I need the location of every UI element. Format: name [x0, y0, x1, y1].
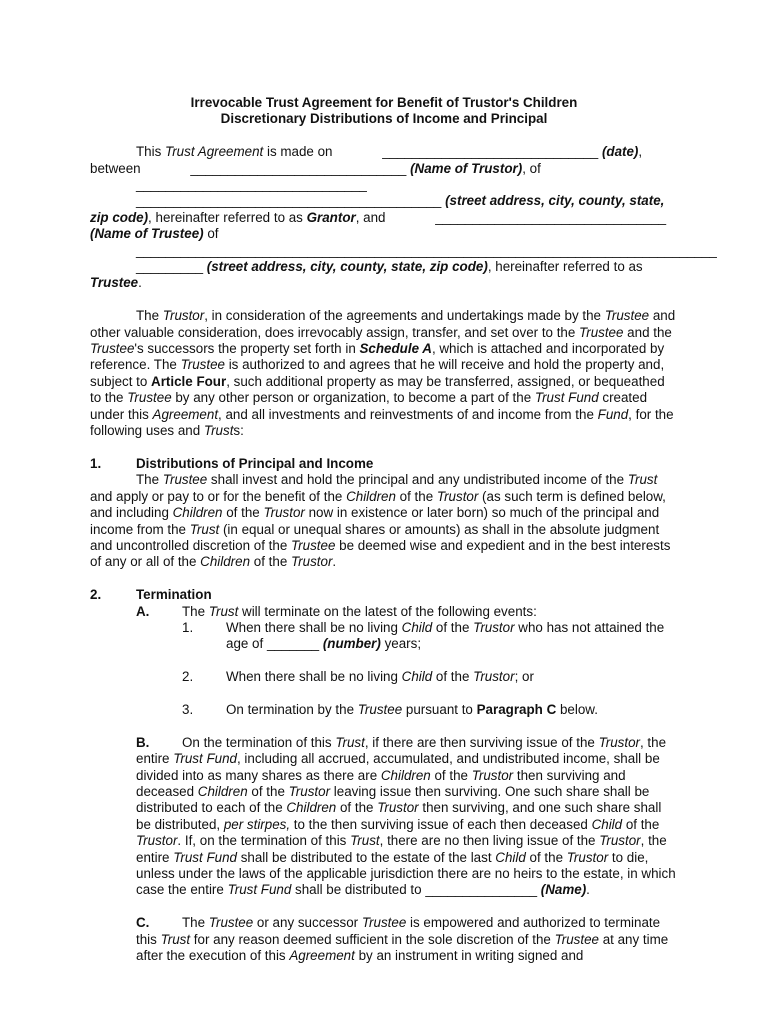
text: leaving issue then surviving. One such share shall be distributed to each of the	[136, 783, 650, 816]
trustee-address-label: (street address, city, county, state, zip code)	[206, 259, 488, 275]
text: of the	[432, 669, 474, 685]
text: of the	[432, 619, 474, 635]
text: of the	[247, 783, 289, 799]
intro-paragraph	[90, 308, 678, 439]
text: This	[136, 144, 166, 160]
date-label: (date)	[601, 144, 639, 160]
paragraph-a	[90, 604, 678, 620]
text: Trustee	[579, 324, 624, 340]
item-number: 2.	[182, 669, 194, 685]
text: (in equal or unequal shares or amounts) as shall in the absolute judgment and uncontrolled discretion of the	[90, 521, 660, 553]
text: , between	[90, 144, 643, 176]
text: of the	[525, 849, 567, 865]
text: The	[182, 915, 209, 931]
paragraph-c	[90, 915, 678, 964]
text: Trustee	[604, 308, 650, 324]
text: of the	[222, 505, 264, 521]
text: Trustee	[162, 472, 208, 488]
text: Trustor	[598, 734, 640, 750]
section-2-heading	[90, 587, 678, 603]
text: Trustee	[291, 537, 336, 553]
text: , and	[355, 209, 390, 225]
trustor-name-label: (Name of Trustor)	[410, 160, 523, 176]
text: Trustor	[473, 669, 515, 685]
section-number: 1.	[90, 455, 102, 471]
text: Trustor	[436, 488, 479, 504]
text: , the entire	[136, 734, 667, 767]
text: Trust Agreement	[165, 144, 264, 160]
text: .	[138, 275, 142, 291]
paragraph-c-term: Paragraph C	[476, 701, 557, 717]
text: is authorized to and agrees that he will receive and hold the property and, subject to	[90, 357, 665, 389]
text: Trust	[160, 931, 191, 947]
text: Trustee	[180, 357, 225, 373]
text: of	[207, 226, 219, 242]
text: Trust	[203, 423, 234, 439]
name-blank[interactable]: _______________	[425, 882, 538, 898]
text: Trustor	[471, 767, 514, 783]
text: Children	[172, 505, 223, 521]
text: , hereinafter referred to as	[487, 259, 643, 275]
text: of the	[622, 816, 660, 832]
text: shall invest and hold the principal and any undistributed income of the	[207, 472, 628, 488]
text: Trustor	[473, 619, 515, 635]
text: , there are no then living issue of the	[379, 833, 600, 849]
text: of the	[395, 488, 437, 504]
text: per stirpes,	[223, 816, 291, 832]
text: created under this	[90, 390, 648, 422]
text: Fund	[597, 406, 629, 422]
schedule-a-term: Schedule A	[359, 341, 432, 357]
text: Children	[200, 554, 251, 570]
text: Child	[591, 816, 623, 832]
text: now in existence or later born) so much of the principal and income from the	[90, 505, 660, 537]
text: is made on	[263, 144, 337, 160]
text: Trustor	[291, 554, 333, 570]
text: to die, unless under the laws of the applicable jurisdiction there are no heirs to the estate, in which case the entire	[136, 849, 676, 898]
name-label: (Name)	[540, 882, 587, 898]
text: shall be distributed to	[291, 882, 426, 898]
trustee-name-blank[interactable]: _______________________________	[435, 209, 667, 225]
paragraph-letter: C.	[136, 915, 150, 931]
trustee-of-blank[interactable]: ______________________________________________________________________________	[136, 242, 717, 258]
text: Trustee	[90, 341, 135, 357]
text: Trust Fund	[173, 849, 237, 865]
section-number: 2.	[90, 587, 102, 603]
text: s:	[233, 423, 244, 439]
trustor-of-blank[interactable]: _______________________________	[136, 177, 367, 193]
section-1-paragraph	[90, 472, 678, 570]
text: will terminate on the latest of the following events:	[238, 603, 537, 619]
text: Trustee	[208, 915, 254, 931]
text: On the termination of this	[182, 734, 336, 750]
text: , of	[522, 160, 541, 176]
text: Trust	[627, 472, 658, 488]
paragraph-letter: B.	[136, 734, 150, 750]
text: Trustor	[263, 505, 305, 521]
text: Children	[286, 800, 337, 816]
text: years;	[380, 636, 422, 652]
text: and other valuable consideration, does irrevocably assign, transfer, and set over to the	[90, 308, 676, 340]
text: at any time after the execution of this	[136, 931, 669, 963]
text: is empowered and authorized to terminate this	[136, 915, 661, 947]
text: .	[586, 882, 590, 898]
text: , such additional property as may be transferred, assigned, or bequeathed to the	[90, 373, 665, 406]
text: , and all investments and reinvestments of and income from the	[218, 406, 598, 422]
text: for any reason deemed sufficient in the sole discretion of the	[190, 931, 555, 947]
text: The	[136, 472, 163, 488]
paragraph-b	[90, 735, 678, 899]
text: The	[182, 603, 209, 619]
text: and apply or pay to or for the benefit of the	[90, 488, 347, 504]
text: .	[332, 554, 337, 570]
text: , which is attached and incorporated by reference. The	[90, 341, 665, 373]
text: Children	[346, 488, 396, 504]
text: or any successor	[253, 915, 362, 931]
text: Trust Fund	[173, 751, 237, 767]
text: then surviving and deceased	[136, 767, 626, 799]
list-item	[90, 702, 678, 718]
list-item	[90, 669, 678, 685]
text: by an instrument in writing signed and	[354, 948, 584, 963]
text: Trustor	[162, 308, 205, 324]
item-number: 1.	[182, 619, 194, 635]
text: Child	[401, 619, 433, 635]
text: Trust Fund	[227, 882, 292, 898]
trustee-term: Trustee	[90, 275, 139, 291]
text: of the	[250, 554, 291, 570]
text: who has not attained the age of	[226, 619, 665, 652]
text: Trustor	[599, 833, 641, 849]
trustor-address-blank[interactable]: _________________________________________	[136, 193, 442, 209]
text: by any other person or organization, to become a part of the	[171, 390, 535, 406]
document-title	[90, 95, 678, 128]
text: ,	[148, 209, 152, 225]
text: Trustee	[554, 931, 599, 947]
title-line-2: Discretionary Distributions of Income and Principal	[220, 111, 548, 127]
text: 's successors the property set forth in	[134, 341, 360, 357]
text: , if there are then surviving issue of the	[364, 734, 599, 750]
text: Trust	[208, 603, 239, 619]
section-1-heading	[90, 456, 678, 472]
date-blank[interactable]: _____________________________	[382, 144, 599, 160]
text: , including all accrued, accumulated, and undistributed income, shall be divided into as many shares as there are	[136, 751, 660, 783]
text: Agreement	[289, 948, 355, 963]
trustee-name-label: (Name of Trustee)	[90, 226, 204, 242]
section-title: Termination	[136, 587, 212, 603]
text: The	[136, 308, 163, 324]
text: When there shall be no living	[226, 619, 402, 635]
text: Child	[495, 849, 526, 865]
text: When there shall be no living	[226, 669, 402, 685]
text: , in consideration of the agreements and undertakings made by the	[204, 308, 605, 324]
paragraph-letter: A.	[136, 603, 150, 619]
text: Trustor	[377, 800, 419, 816]
text: Agreement	[152, 406, 219, 422]
text: Trust	[350, 833, 380, 849]
text: Trust	[335, 734, 365, 750]
text: Trustor	[136, 833, 178, 849]
section-title: Distributions of Principal and Income	[136, 455, 374, 471]
article-four-term: Article Four	[151, 373, 227, 389]
text: be deemed wise and expedient and in the best interests of any or all of the	[90, 537, 671, 570]
text: below.	[556, 701, 598, 717]
text: Trust Fund	[534, 390, 599, 406]
text: to the then surviving issue of each then deceased	[290, 816, 592, 832]
text: Children	[197, 783, 248, 799]
text: (as such term is defined below, and including	[90, 488, 666, 521]
text: Trust	[189, 521, 220, 537]
document-page	[90, 95, 717, 964]
text: of the	[336, 800, 378, 816]
text: Trustee	[357, 701, 403, 717]
text: pursuant to	[402, 701, 477, 717]
title-line-1: Irrevocable Trust Agreement for Benefit of Trustor's Children	[190, 95, 578, 110]
text: shall be distributed to the estate of the last	[236, 849, 496, 865]
number-label: (number)	[322, 636, 381, 652]
text: Trustor	[288, 783, 331, 799]
parties-paragraph	[90, 144, 717, 292]
text: On termination by the	[226, 701, 358, 717]
text: . If, on the termination of this	[177, 833, 351, 849]
text: Children	[380, 767, 431, 783]
text: Child	[401, 669, 433, 685]
text: Trustor	[566, 849, 609, 865]
text: of the	[430, 767, 472, 783]
grantor-term: Grantor	[306, 209, 356, 225]
text: then surviving, and one such share shall be distributed,	[136, 800, 662, 832]
item-number: 3.	[182, 701, 194, 717]
text: , for the following uses and	[90, 406, 674, 439]
text: Trustee	[127, 390, 172, 406]
text: and the	[623, 324, 672, 340]
text: ; or	[514, 669, 534, 685]
text: , the entire	[136, 833, 667, 865]
text: Trustee	[361, 915, 407, 931]
trustee-address-blank[interactable]: _________	[136, 259, 204, 275]
trustor-address-label: (street address, city, county, state, zip code)	[90, 193, 665, 225]
age-blank[interactable]: _______	[266, 636, 320, 652]
trustor-name-blank[interactable]: _____________________________	[190, 160, 407, 176]
text: hereinafter referred to as	[155, 209, 307, 225]
list-item	[90, 620, 678, 653]
